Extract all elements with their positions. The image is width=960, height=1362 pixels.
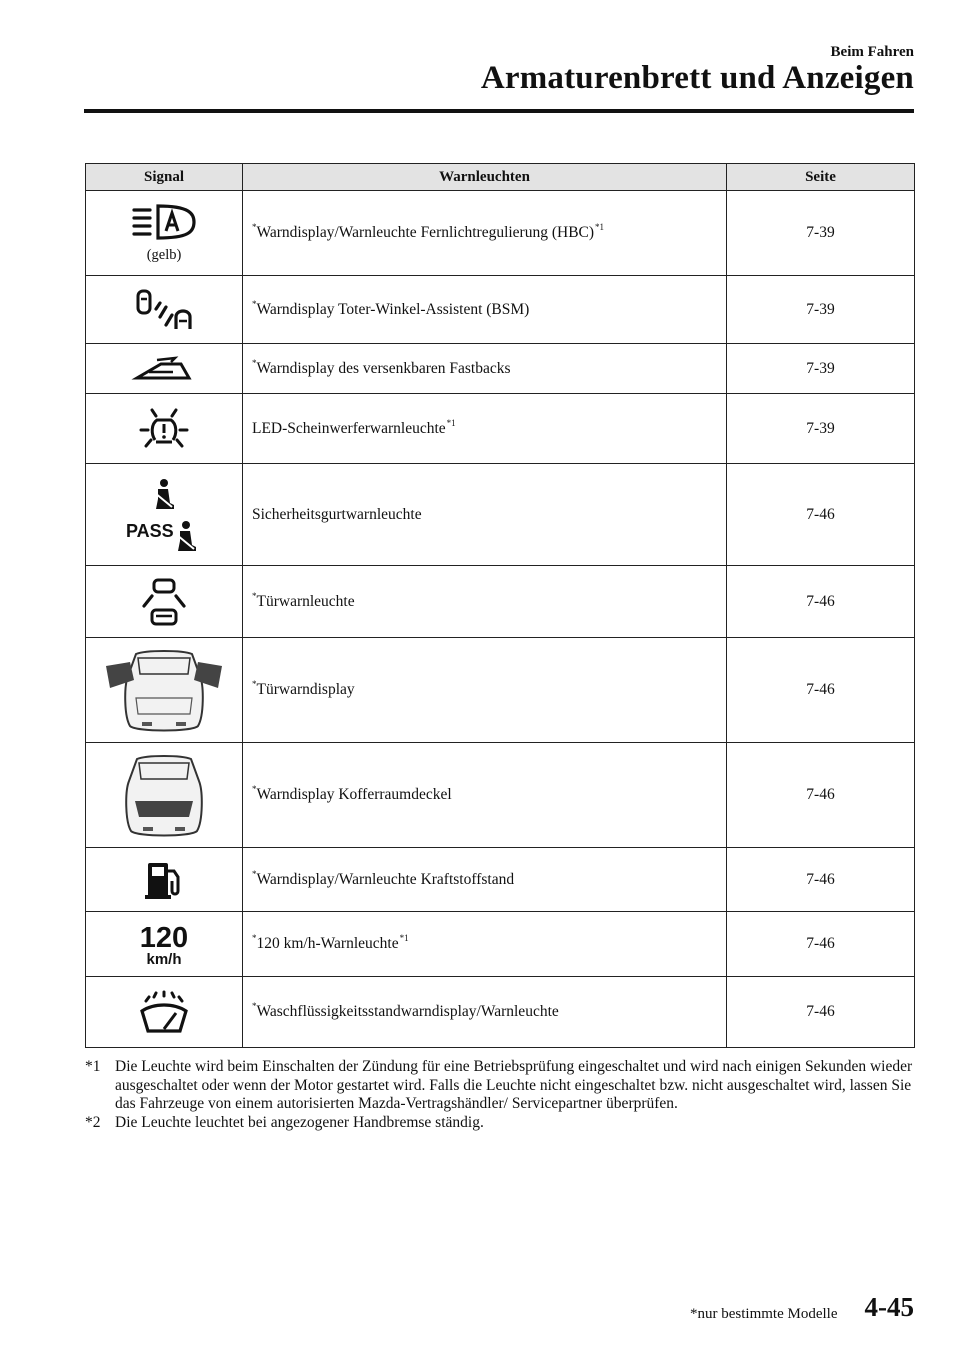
speed-unit: km/h — [146, 951, 182, 967]
table-row — [86, 191, 915, 276]
page-ref-cell: 7-39 — [727, 344, 915, 394]
page-number: 4-45 — [864, 1292, 914, 1322]
table-row — [86, 638, 915, 743]
model-asterisk: * — [252, 590, 257, 601]
signal-color-note: (gelb) — [146, 247, 182, 263]
page-ref-cell: 7-39 — [727, 191, 915, 276]
warning-text-cell — [243, 977, 727, 1048]
signal-cell — [86, 464, 243, 566]
warning-text-cell — [243, 743, 727, 848]
speed-120-icon — [86, 921, 242, 967]
footnote — [85, 1058, 915, 1114]
table-row — [86, 464, 915, 566]
warning-text-cell — [243, 394, 727, 464]
table-row — [86, 394, 915, 464]
warning-text-cell — [243, 191, 727, 276]
warning-text-cell — [243, 566, 727, 638]
model-note: *nur bestimmte Modelle — [690, 1306, 838, 1322]
warning-text-cell — [243, 344, 727, 394]
model-asterisk: * — [252, 357, 257, 368]
signal-cell — [86, 743, 243, 848]
model-asterisk: * — [252, 784, 257, 794]
signal-cell — [86, 276, 243, 344]
warning-text-cell — [243, 848, 727, 912]
warning-text: LED-Scheinwerferwarnleuchte — [252, 419, 446, 437]
footnote-text: Die Leuchte wird beim Einschalten der Zündung für eine Betriebsprüfung eingeschaltet und wird nach einigen Sekunden wieder ausgeschaltet oder wenn der Motor gestartet wird. Falls die Leuchte nicht eingeschaltet bzw. nicht ausgeschaltet wird, lassen Sie das Fahrzeuge von einem autorisierten Mazda-Vertragshändler/ Servicepartner überprüfen. — [115, 1058, 913, 1112]
signal-cell — [86, 638, 243, 743]
section-title: Beim Fahren — [830, 44, 914, 60]
table-header-row — [86, 164, 915, 191]
footnote-ref: *1 — [595, 222, 605, 232]
footnote-text: Die Leuchte leuchtet bei angezogener Handbremse ständig. — [115, 1113, 484, 1131]
table-row — [86, 344, 915, 394]
warning-text: Warndisplay Toter-Winkel-Assistent (BSM) — [256, 300, 530, 318]
footnote-number: *1 — [85, 1058, 101, 1075]
page-ref-cell: 7-46 — [727, 977, 915, 1048]
signal-cell — [86, 848, 243, 912]
page-ref-cell: 7-39 — [727, 394, 915, 464]
model-asterisk: * — [252, 222, 257, 232]
footnotes — [85, 1058, 915, 1132]
door-ajar-icon — [86, 576, 242, 628]
signal-cell — [86, 191, 243, 276]
column-header-signal: Signal — [86, 164, 243, 191]
warning-text: Sicherheitsgurtwarnleuchte — [252, 505, 422, 523]
warning-text-cell — [243, 638, 727, 743]
signal-cell — [86, 344, 243, 394]
warning-text: Warndisplay/Warnleuchte Fernlichtregulierung (HBC) — [256, 224, 595, 241]
footnote-ref: *1 — [446, 417, 456, 428]
washer-fluid-icon — [86, 989, 242, 1035]
warning-text-cell — [243, 276, 727, 344]
passenger-label: PASS — [126, 520, 174, 541]
model-asterisk: * — [252, 298, 257, 309]
footnote — [85, 1114, 915, 1133]
table-row — [86, 276, 915, 344]
warning-text-cell — [243, 464, 727, 566]
page-ref-cell: 7-46 — [727, 912, 915, 977]
blind-spot-monitor-icon — [86, 287, 242, 333]
warning-text: Waschflüssigkeitsstandwarndisplay/Warnleuchte — [256, 1003, 559, 1020]
trunk-open-display-icon — [86, 751, 242, 839]
page-ref-cell: 7-46 — [727, 638, 915, 743]
table-row — [86, 848, 915, 912]
warning-text: 120 km/h-Warnleuchte — [256, 935, 399, 952]
warning-text: Warndisplay/Warnleuchte Kraftstoffstand — [256, 870, 515, 888]
seatbelt-warning-icon — [86, 475, 242, 555]
signal-cell — [86, 977, 243, 1048]
warning-table — [85, 163, 915, 1048]
warning-text: Türwarndisplay — [256, 681, 355, 698]
signal-cell — [86, 566, 243, 638]
model-asterisk: * — [252, 868, 257, 879]
footnote-number: *2 — [85, 1113, 101, 1131]
speed-value: 120 — [139, 922, 189, 954]
footnote-ref: *1 — [399, 933, 409, 943]
high-beam-control-icon — [86, 202, 242, 246]
warning-text: Warndisplay Kofferraumdeckel — [256, 786, 452, 803]
column-header-seite: Seite — [727, 164, 915, 191]
page-ref-cell: 7-46 — [727, 566, 915, 638]
door-open-display-icon — [86, 646, 242, 734]
table-row — [86, 566, 915, 638]
page-ref-cell: 7-46 — [727, 743, 915, 848]
column-header-warnleuchten: Warnleuchten — [243, 164, 727, 191]
retractable-fastback-icon — [86, 354, 242, 384]
warning-text: Türwarnleuchte — [256, 592, 355, 610]
page-ref-cell: 7-46 — [727, 464, 915, 566]
signal-cell — [86, 912, 243, 977]
fuel-level-icon — [86, 859, 242, 901]
signal-cell — [86, 394, 243, 464]
warning-text-cell — [243, 912, 727, 977]
model-asterisk: * — [252, 933, 257, 943]
table-row — [86, 912, 915, 977]
model-asterisk: * — [252, 1001, 257, 1011]
led-headlight-warning-icon — [86, 406, 242, 452]
table-row — [86, 743, 915, 848]
page-ref-cell: 7-39 — [727, 276, 915, 344]
header-rule — [84, 109, 914, 113]
table-row — [86, 977, 915, 1048]
warning-text: Warndisplay des versenkbaren Fastbacks — [256, 359, 511, 377]
model-asterisk: * — [252, 679, 257, 689]
page-ref-cell: 7-46 — [727, 848, 915, 912]
page-title: Armaturenbrett und Anzeigen — [480, 60, 914, 96]
